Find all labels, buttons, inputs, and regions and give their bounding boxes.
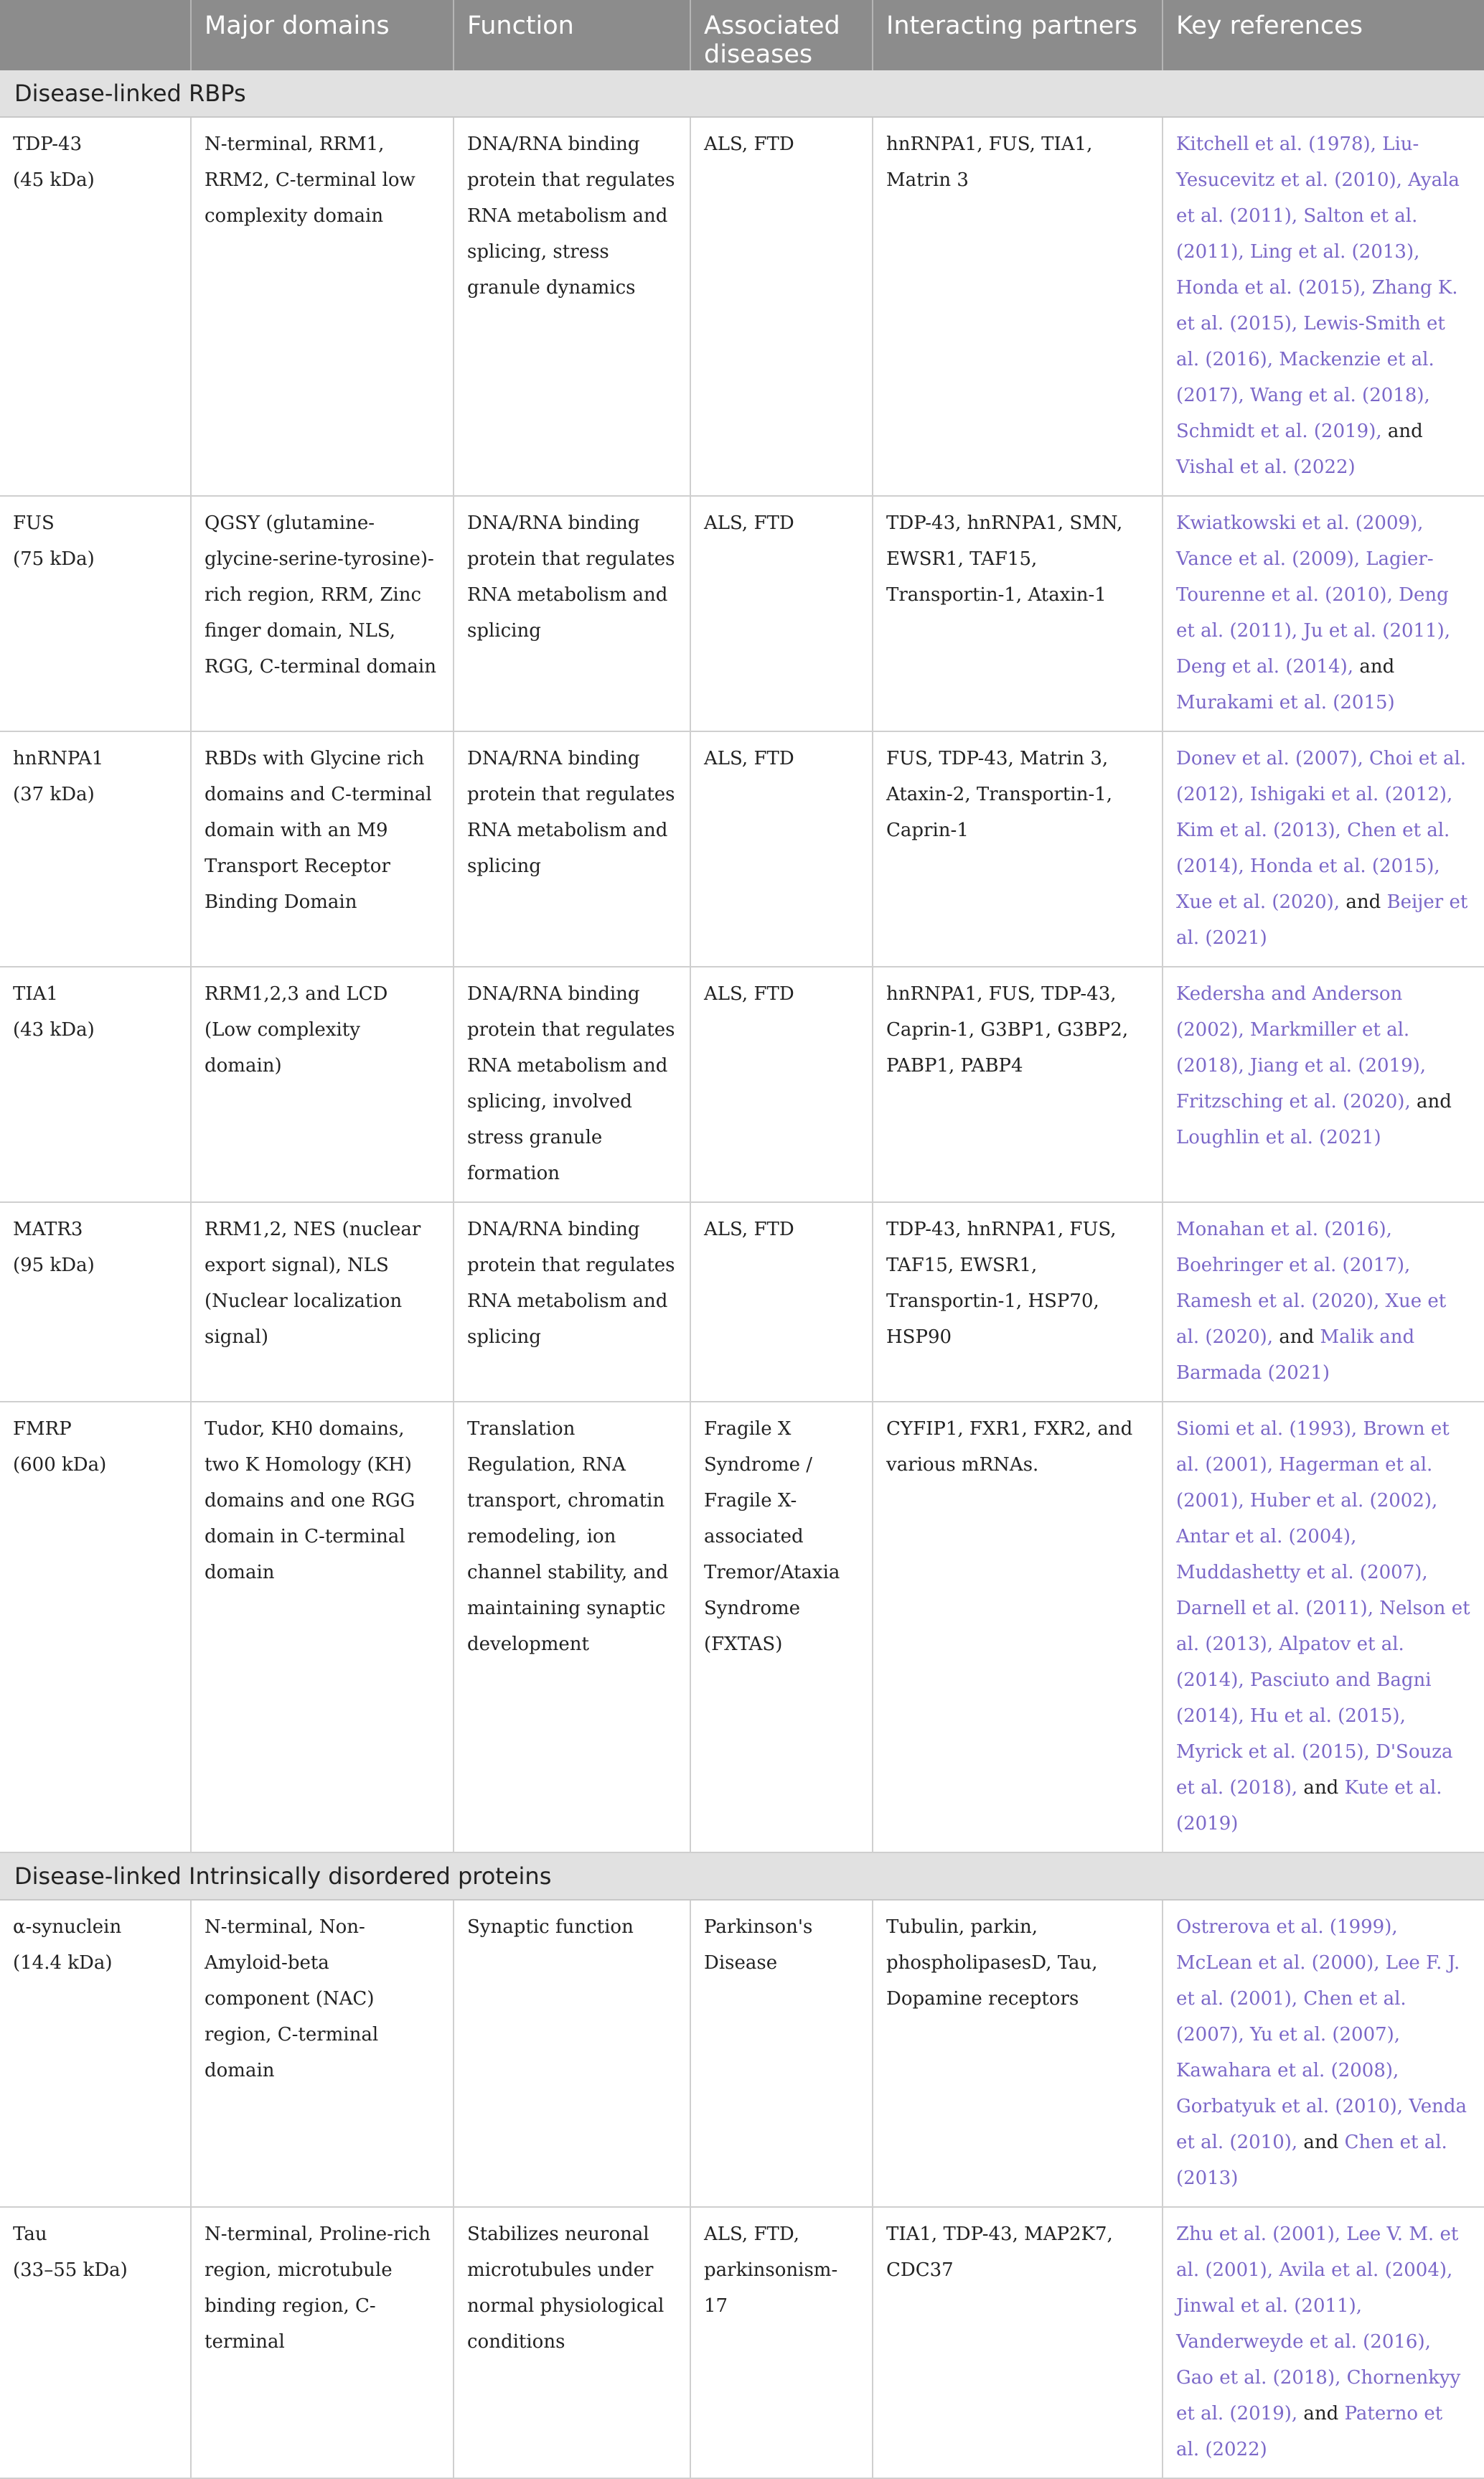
- section-row-rbps: [0, 70, 1484, 117]
- protein-mass: (600 kDa): [13, 1454, 107, 1476]
- table-row: [0, 1900, 1484, 2207]
- protein-cell: [0, 731, 191, 967]
- function-cell: DNA/RNA binding protein that regulates RNA metabolism and splicing: [454, 731, 690, 967]
- protein-name: Tau: [13, 2223, 47, 2245]
- protein-name: FUS: [13, 512, 55, 534]
- header-interacting-partners: Interacting partners: [873, 0, 1163, 70]
- references-cell: [1163, 1402, 1484, 1852]
- function-cell: DNA/RNA binding protein that regulates RNA metabolism and splicing: [454, 1202, 690, 1402]
- protein-mass: (14.4 kDa): [13, 1952, 113, 1974]
- reference-link-last[interactable]: Kute et al. (2019): [1176, 1777, 1442, 1834]
- domains-cell: N-terminal, Non-Amyloid-beta component (NAC) region, C-terminal domain: [191, 1900, 454, 2207]
- partners-cell: FUS, TDP-43, Matrin 3, Ataxin-2, Transportin-1, Caprin-1: [873, 731, 1163, 967]
- table-row: [0, 496, 1484, 731]
- protein-mass: (37 kDa): [13, 784, 95, 805]
- function-cell: DNA/RNA binding protein that regulates RNA metabolism and splicing, stress granule dynamics: [454, 117, 690, 496]
- header-protein: [0, 0, 191, 70]
- header-row: [0, 0, 1484, 70]
- protein-name: TDP-43: [13, 133, 83, 155]
- diseases-cell: ALS, FTD, parkinsonism-17: [690, 2207, 873, 2478]
- partners-cell: CYFIP1, FXR1, FXR2, and various mRNAs.: [873, 1402, 1163, 1852]
- diseases-cell: Parkinson's Disease: [690, 1900, 873, 2207]
- reference-link-last[interactable]: Malik and Barmada (2021): [1176, 1326, 1415, 1384]
- references-and: and: [1340, 891, 1387, 913]
- table-row: [0, 2207, 1484, 2478]
- protein-mass: (75 kDa): [13, 548, 95, 570]
- table-row: [0, 731, 1484, 967]
- protein-cell: [0, 967, 191, 1202]
- diseases-cell: ALS, FTD: [690, 117, 873, 496]
- table-row: [0, 117, 1484, 496]
- reference-link-last[interactable]: Chen et al. (2013): [1176, 2132, 1447, 2189]
- references-cell: [1163, 496, 1484, 731]
- protein-cell: [0, 1202, 191, 1402]
- protein-cell: [0, 1900, 191, 2207]
- reference-link-last[interactable]: Loughlin et al. (2021): [1176, 1127, 1381, 1148]
- header-key-references: Key references: [1163, 0, 1484, 70]
- function-cell: Stabilizes neuronal microtubules under normal physiological conditions: [454, 2207, 690, 2478]
- protein-mass: (43 kDa): [13, 1019, 95, 1041]
- reference-link-last[interactable]: Beijer et al. (2021): [1176, 891, 1468, 949]
- function-cell: DNA/RNA binding protein that regulates RNA metabolism and splicing: [454, 496, 690, 731]
- table-row: [0, 1202, 1484, 1402]
- function-cell: Translation Regulation, RNA transport, chromatin remodeling, ion channel stability, and maintaining synaptic development: [454, 1402, 690, 1852]
- protein-cell: [0, 117, 191, 496]
- references-and: and: [1410, 1091, 1452, 1112]
- reference-links[interactable]: Kwiatkowski et al. (2009), Vance et al. (2009), Lagier-Tourenne et al. (2010), Deng et al. (2011), Ju et al. (2011), Deng et al. (2014),: [1176, 512, 1451, 678]
- protein-name: α-synuclein: [13, 1916, 122, 1938]
- diseases-cell: ALS, FTD: [690, 731, 873, 967]
- header-major-domains: Major domains: [191, 0, 454, 70]
- partners-cell: hnRNPA1, FUS, TDP-43, Caprin-1, G3BP1, G3BP2, PABP1, PABP4: [873, 967, 1163, 1202]
- protein-mass: (33–55 kDa): [13, 2259, 128, 2281]
- protein-mass: (45 kDa): [13, 169, 95, 191]
- references-cell: [1163, 1900, 1484, 2207]
- references-cell: [1163, 731, 1484, 967]
- reference-links[interactable]: Donev et al. (2007), Choi et al. (2012), Ishigaki et al. (2012), Kim et al. (2013), Chen et al. (2014), Honda et al. (2015), Xue et al. (2020),: [1176, 748, 1467, 913]
- references-cell: [1163, 2207, 1484, 2478]
- reference-links[interactable]: Kitchell et al. (1978), Liu-Yesucevitz et al. (2010), Ayala et al. (2011), Salton et al. (2011), Ling et al. (2013), Honda et al. (2015), Zhang K. et al. (2015), Lewis-Smith et al. (2016), Mackenzie et al. (2017), Wang et al. (2018), Schmidt et al. (2019),: [1176, 133, 1460, 442]
- protein-cell: [0, 496, 191, 731]
- reference-links[interactable]: Siomi et al. (1993), Brown et al. (2001), Hagerman et al. (2001), Huber et al. (2002), Antar et al. (2004), Muddashetty et al. (2007), Darnell et al. (2011), Nelson et al. (2013), Alpatov et al. (2014), Pasciuto and Bagni (2014), Hu et al. (2015), Myrick et al. (2015), D'Souza et al. (2018),: [1176, 1418, 1470, 1799]
- diseases-cell: Fragile X Syndrome / Fragile X-associated Tremor/Ataxia Syndrome (FXTAS): [690, 1402, 873, 1852]
- references-cell: [1163, 117, 1484, 496]
- partners-cell: TIA1, TDP-43, MAP2K7, CDC37: [873, 2207, 1163, 2478]
- domains-cell: QGSY (glutamine-glycine-serine-tyrosine)-rich region, RRM, Zinc finger domain, NLS, RGG, C-terminal domain: [191, 496, 454, 731]
- domains-cell: Tudor, KH0 domains, two K Homology (KH) domains and one RGG domain in C-terminal domain: [191, 1402, 454, 1852]
- references-and: and: [1297, 2403, 1345, 2424]
- protein-name: TIA1: [13, 983, 58, 1005]
- references-and: and: [1297, 1777, 1345, 1799]
- section-title: Disease-linked RBPs: [0, 70, 1484, 117]
- references-cell: [1163, 1202, 1484, 1402]
- references-and: and: [1273, 1326, 1320, 1348]
- reference-links[interactable]: Monahan et al. (2016), Boehringer et al. (2017), Ramesh et al. (2020), Xue et al. (2020),: [1176, 1219, 1447, 1348]
- references-cell: [1163, 967, 1484, 1202]
- section-title: Disease-linked Intrinsically disordered proteins: [0, 1852, 1484, 1900]
- protein-name: FMRP: [13, 1418, 72, 1440]
- partners-cell: TDP-43, hnRNPA1, SMN, EWSR1, TAF15, Transportin-1, Ataxin-1: [873, 496, 1163, 731]
- reference-link-last[interactable]: Paterno et al. (2022): [1176, 2403, 1443, 2460]
- partners-cell: TDP-43, hnRNPA1, FUS, TAF15, EWSR1, Transportin-1, HSP70, HSP90: [873, 1202, 1163, 1402]
- domains-cell: N-terminal, RRM1, RRM2, C-terminal low complexity domain: [191, 117, 454, 496]
- function-cell: DNA/RNA binding protein that regulates RNA metabolism and splicing, involved stress granule formation: [454, 967, 690, 1202]
- diseases-cell: ALS, FTD: [690, 1202, 873, 1402]
- protein-cell: [0, 1402, 191, 1852]
- diseases-cell: ALS, FTD: [690, 967, 873, 1202]
- references-and: and: [1353, 656, 1395, 678]
- header-associated-diseases: Associated diseases: [690, 0, 873, 70]
- domains-cell: RBDs with Glycine rich domains and C-terminal domain with an M9 Transport Receptor Binding Domain: [191, 731, 454, 967]
- domains-cell: N-terminal, Proline-rich region, microtubule binding region, C-terminal: [191, 2207, 454, 2478]
- protein-name: MATR3: [13, 1219, 83, 1240]
- reference-links[interactable]: Ostrerova et al. (1999), McLean et al. (2000), Lee F. J. et al. (2001), Chen et al. (2007), Yu et al. (2007), Kawahara et al. (2008), Gorbatyuk et al. (2010), Venda et al. (2010),: [1176, 1916, 1467, 2153]
- protein-cell: [0, 2207, 191, 2478]
- protein-name: hnRNPA1: [13, 748, 104, 769]
- table-row: [0, 1402, 1484, 1852]
- diseases-cell: ALS, FTD: [690, 496, 873, 731]
- function-cell: Synaptic function: [454, 1900, 690, 2207]
- table-row: [0, 967, 1484, 1202]
- references-and: and: [1297, 2132, 1345, 2153]
- reference-link-last[interactable]: Murakami et al. (2015): [1176, 692, 1395, 713]
- references-and: and: [1381, 421, 1423, 442]
- reference-links[interactable]: Zhu et al. (2001), Lee V. M. et al. (2001), Avila et al. (2004), Jinwal et al. (2011), Vanderweyde et al. (2016), Gao et al. (2018), Chornenkyy et al. (2019),: [1176, 2223, 1461, 2424]
- reference-link-last[interactable]: Vishal et al. (2022): [1176, 456, 1356, 478]
- partners-cell: Tubulin, parkin, phospholipasesD, Tau, Dopamine receptors: [873, 1900, 1163, 2207]
- reference-links[interactable]: Kedersha and Anderson (2002), Markmiller et al. (2018), Jiang et al. (2019), Fritzsching et al. (2020),: [1176, 983, 1427, 1112]
- domains-cell: RRM1,2, NES (nuclear export signal), NLS (Nuclear localization signal): [191, 1202, 454, 1402]
- domains-cell: RRM1,2,3 and LCD (Low complexity domain): [191, 967, 454, 1202]
- partners-cell: hnRNPA1, FUS, TIA1, Matrin 3: [873, 117, 1163, 496]
- protein-mass: (95 kDa): [13, 1255, 95, 1276]
- section-row-idps: [0, 1852, 1484, 1900]
- header-function: Function: [454, 0, 690, 70]
